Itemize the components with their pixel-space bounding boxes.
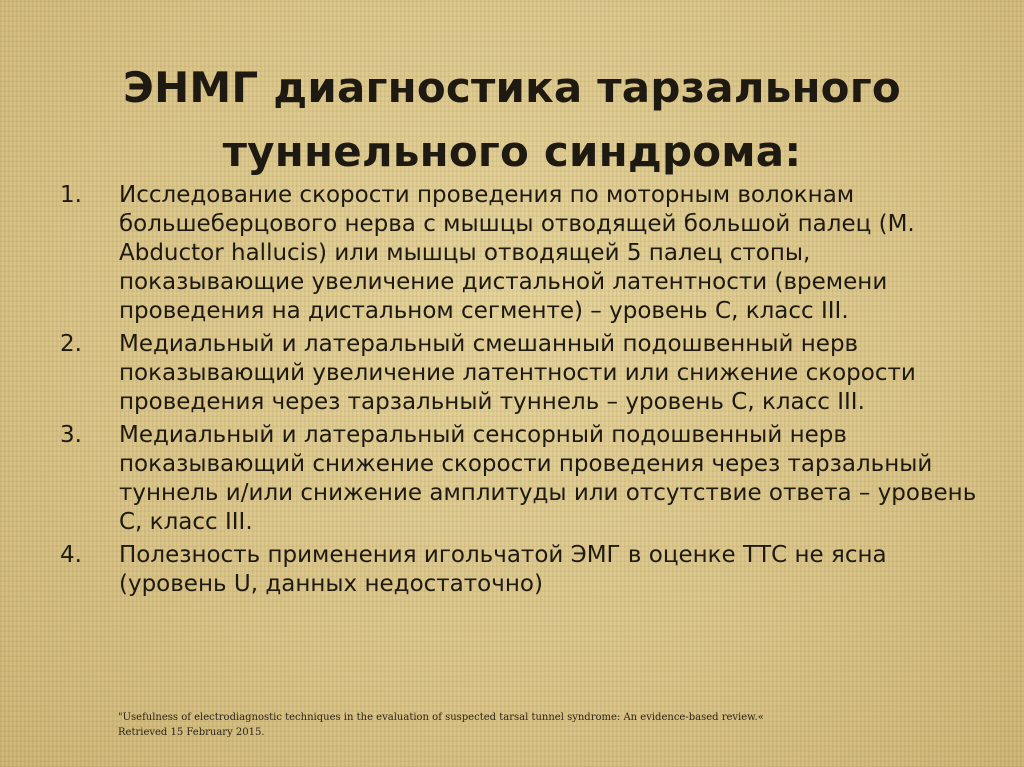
list-item-text: Медиальный и латеральный сенсорный подошвенный нерв показывающий снижение скорости проведения через тарзальный туннель и/или снижение амплитуды или отсутствие ответа – уровень С, класс III. — [119, 422, 977, 535]
list-item-number: 4. — [60, 542, 82, 568]
citation-line-1: "Usefulness of electrodiagnostic techniques in the evaluation of suspected tarsal tunnel syndrome: An evidence-based review.« — [118, 712, 764, 723]
slide-title — [0, 56, 1024, 184]
numbered-list — [58, 181, 978, 603]
list-item — [58, 541, 978, 599]
list-item-number: 3. — [60, 422, 82, 448]
citation-line-2: Retrieved 15 February 2015. — [118, 727, 265, 738]
list-item-number: 1. — [60, 182, 82, 208]
list-item — [58, 421, 978, 537]
list-item — [58, 181, 978, 326]
slide-title-line-1: ЭНМГ диагностика тарзального — [123, 63, 901, 113]
list-item — [58, 330, 978, 417]
list-item-text: Исследование скорости проведения по моторным волокнам большеберцового нерва с мышцы отводящей большой палец (M. Abductor hallucis) или мышцы отводящей 5 палец стопы, показывающие увеличение дистальной латентности (времени проведения на дистальном сегменте) – уровень С, класс III. — [119, 182, 915, 324]
slide-title-line-2: туннельного синдрома: — [222, 127, 802, 177]
list-item-text: Медиальный и латеральный смешанный подошвенный нерв показывающий увеличение латентности или снижение скорости проведения через тарзальный туннель – уровень С, класс III. — [119, 331, 916, 415]
list-item-text: Полезность применения игольчатой ЭМГ в оценке ТТС не ясна (уровень U, данных недостаточно) — [119, 542, 887, 597]
citation-footnote — [118, 710, 938, 740]
list-item-number: 2. — [60, 331, 82, 357]
